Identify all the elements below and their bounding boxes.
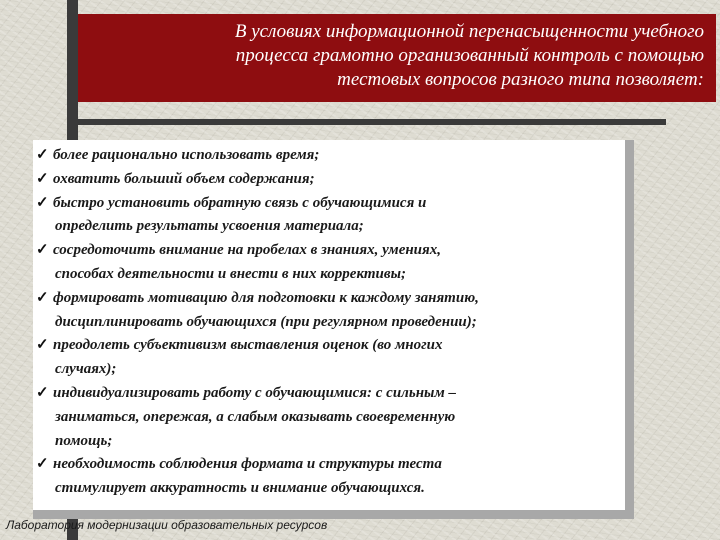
checkmark-icon: ✓: [36, 289, 49, 306]
checkmark-icon: ✓: [36, 170, 49, 187]
horizontal-accent-bar: [78, 119, 666, 125]
checkmark-icon: ✓: [36, 194, 49, 211]
list-item: ✓ преодолеть субъективизм выставления оценок (во многих случаях);: [33, 334, 621, 382]
checkmark-icon: ✓: [36, 384, 49, 401]
list-item: ✓ охватить больший объем содержания;: [33, 168, 621, 192]
title-banner: [78, 14, 716, 102]
checkmark-icon: ✓: [36, 337, 49, 354]
title-line-2: процесса грамотно организованный контроль с помощью: [235, 45, 704, 66]
title-line-3: тестовых вопросов разного типа позволяет:: [337, 69, 704, 90]
list-item: ✓ более рационально использовать время;: [33, 144, 621, 168]
list-item: ✓ индивидуализировать работу с обучающимися: с сильным – заниматься, опережая, а слабым оказывать своевременную помощь;: [33, 382, 621, 453]
footer-caption: Лаборатория модернизации образовательных ресурсов: [6, 518, 328, 532]
bullet-list: [33, 140, 625, 501]
checkmark-icon: ✓: [36, 456, 49, 473]
list-item: ✓ быстро установить обратную связь с обучающимися и определить результаты усвоения материала;: [33, 192, 621, 240]
title-line-1: В условиях информационной перенасыщенности учебного: [234, 21, 704, 42]
checkmark-icon: ✓: [36, 242, 49, 259]
content-panel: [33, 140, 634, 519]
checkmark-icon: ✓: [36, 147, 49, 163]
list-item: ✓ необходимость соблюдения формата и структуры теста стимулирует аккуратность и внимание обучающихся.: [33, 453, 621, 501]
list-item: ✓ формировать мотивацию для подготовки к каждому занятию, дисциплинировать обучающихся (при регулярном проведении);: [33, 287, 621, 335]
list-item: ✓ сосредоточить внимание на пробелах в знаниях, умениях, способах деятельности и внести в них коррективы;: [33, 239, 621, 287]
slide-title: [90, 20, 704, 92]
